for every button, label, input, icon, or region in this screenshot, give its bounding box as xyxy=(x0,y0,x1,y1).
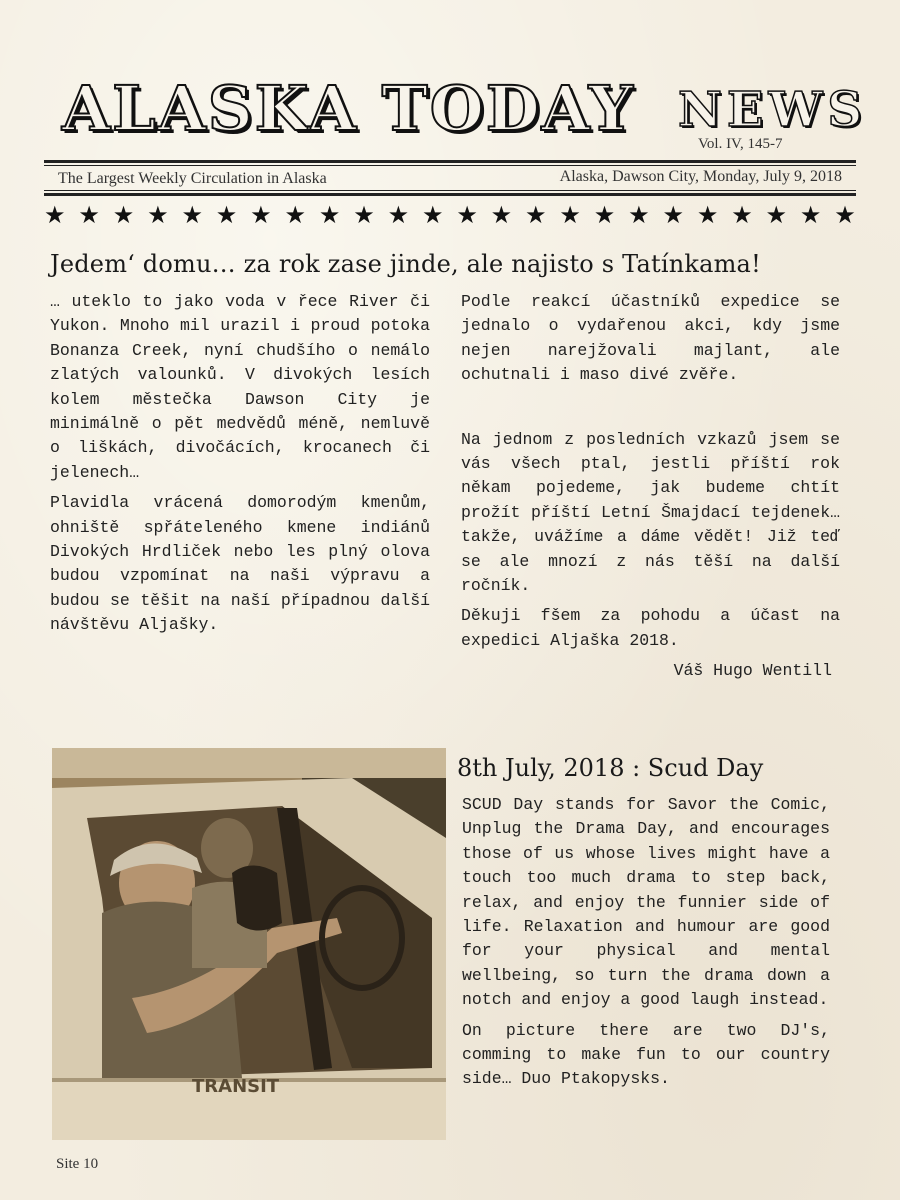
paragraph: Děkuji fšem za pohodu a účast na expedici Aljaška 2018. xyxy=(461,606,840,650)
star-icon: ★ xyxy=(765,201,788,229)
star-icon: ★ xyxy=(696,201,719,229)
masthead-title: ALASKA TODAY xyxy=(62,72,635,145)
masthead-news: NEWS xyxy=(678,82,868,138)
star-icon: ★ xyxy=(490,201,513,229)
star-icon: ★ xyxy=(284,201,307,229)
star-icon: ★ xyxy=(250,201,272,229)
star-icon: ★ xyxy=(112,201,135,229)
star-icon: ★ xyxy=(78,201,100,229)
signature: Váš Hugo Wentill xyxy=(673,661,832,681)
page-number: Site 10 xyxy=(56,1156,99,1172)
paragraph: Podle reakcí účastníků expedice se jednalo o vydařenou akci, kdy jsme nejen narejžovali majlant, ale ochutnali i maso divé zvěře. xyxy=(461,292,840,385)
star-icon: ★ xyxy=(318,201,341,229)
star-icon: ★ xyxy=(387,201,410,229)
star-icon: ★ xyxy=(799,201,822,229)
article2-column xyxy=(462,793,830,1098)
star-icon: ★ xyxy=(421,201,444,229)
star-icon: ★ xyxy=(731,201,753,229)
van-badge-text: TRANSIT xyxy=(192,1076,280,1097)
star-icon: ★ xyxy=(147,201,169,229)
star-icon: ★ xyxy=(44,201,66,229)
top-rule-thin xyxy=(44,165,856,166)
star-icon: ★ xyxy=(559,201,581,229)
van-driver-photo xyxy=(52,748,446,1140)
paragraph: SCUD Day stands for Savor the Comic, Unplug the Drama Day, and encourages those of us whose lives might have a touch too much drama to step back, relax, and enjoy the funnier side of life. Relaxation and humour are good for your physical and mental wellbeing, so turn the drama down a notch and enjoy a good laugh instead. xyxy=(462,795,830,1010)
paragraph: … uteklo to jako voda v řece River či Yukon. Mnoho mil urazil i proud potoka Bonanza Creek, nyní chudšího o nemálo zlatých valounků. V divokých lesích kolem městečka Dawson City je minimálně o pět medvědů méně, nemluvě o liškách, divočácích, krocanech či jelenech… xyxy=(50,292,430,482)
paragraph: Na jednom z posledních vzkazů jsem se vás všech ptal, jestli příští rok někam pojedeme, jak budeme chtít prožít příští Letní Šmajdací tejdenek… takže, uvážíme a dáme vědět! Již teď se ale mnozí z nás těší na další ročník. xyxy=(461,429,840,596)
bottom-rule-thick xyxy=(44,193,856,196)
star-icon: ★ xyxy=(593,201,616,229)
article-right-column xyxy=(461,290,840,690)
star-icon: ★ xyxy=(662,201,684,229)
tagline: The Largest Weekly Circulation in Alaska xyxy=(58,170,327,187)
star-icon: ★ xyxy=(215,201,238,229)
star-icon: ★ xyxy=(525,201,547,229)
article-headline: Jedem‘ domu… za rok zase jinde, ale najisto s Tatínkama! xyxy=(50,250,761,278)
star-icon: ★ xyxy=(628,201,650,229)
star-divider xyxy=(44,200,856,230)
volume-number: Vol. IV, 145-7 xyxy=(698,136,783,152)
star-icon: ★ xyxy=(456,201,478,229)
article-left-column xyxy=(50,290,430,644)
star-icon: ★ xyxy=(834,201,856,229)
paragraph: On picture there are two DJ's, comming to make fun to our country side… Duo Ptakopysks. xyxy=(462,1020,830,1089)
bottom-rule-thin xyxy=(44,190,856,191)
article-photo xyxy=(52,748,446,1140)
article2-headline: 8th July, 2018 : Scud Day xyxy=(457,754,764,782)
paragraph: Plavidla vrácená domorodým kmenům, ohniště spřáteleného kmene indiánů Divokých Hrdliček nebo les plný olova budou vzpomínat na naši výpravu a budou se těšit na naší případnou další návštěvu Aljašky. xyxy=(50,493,430,635)
star-icon: ★ xyxy=(353,201,375,229)
dateline: Alaska, Dawson City, Monday, July 9, 2018 xyxy=(559,168,842,185)
top-rule-thick xyxy=(44,160,856,163)
star-icon: ★ xyxy=(181,201,203,229)
